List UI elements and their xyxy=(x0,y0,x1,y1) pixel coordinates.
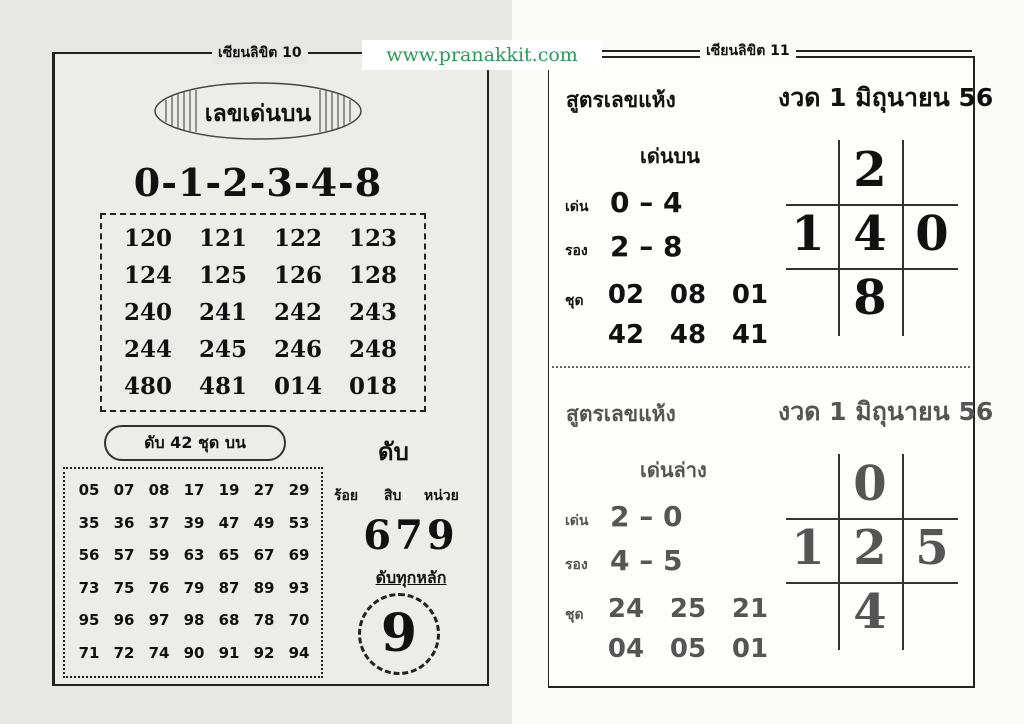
three-digit-set: 245 xyxy=(198,336,247,363)
three-digit-set: 124 xyxy=(123,262,172,289)
two-digit-set: 76 xyxy=(148,578,170,597)
two-digit-set: 37 xyxy=(148,513,170,532)
grid-digit-bottom: 4 xyxy=(853,584,887,640)
hot-numbers-banner xyxy=(152,80,364,142)
hot-value: 0 – 4 xyxy=(610,186,683,219)
two-digit-set: 75 xyxy=(113,578,135,597)
section-subtitle: เด่นล่าง xyxy=(640,458,707,482)
set-number: 01 xyxy=(731,280,769,310)
dab-all-label: ดับทุกหลัก xyxy=(375,568,447,587)
two-digit-set: 87 xyxy=(218,578,240,597)
three-digit-set: 248 xyxy=(348,336,397,363)
set-number: 24 xyxy=(607,594,645,624)
set-number: 02 xyxy=(607,280,645,310)
two-digit-set: 59 xyxy=(148,546,170,564)
dab-all-circle xyxy=(358,593,440,675)
formula-title: สูตรเลขแห้ง xyxy=(566,88,676,112)
three-digit-set: 244 xyxy=(123,336,172,363)
two-digit-set: 56 xyxy=(78,546,100,564)
two-digit-set: 73 xyxy=(78,578,100,597)
two-digit-set: 63 xyxy=(183,546,205,564)
dab-heading: ดับ xyxy=(378,438,409,466)
two-digit-set: 65 xyxy=(218,546,240,564)
grid-digit-left: 1 xyxy=(791,206,825,262)
dab-sets-label: ดับ 42 ชุด บน xyxy=(144,433,246,452)
grid-digit-top: 0 xyxy=(853,456,887,512)
two-digit-set: 98 xyxy=(183,611,205,629)
three-digit-set: 480 xyxy=(123,373,172,400)
three-digit-set: 128 xyxy=(348,262,397,289)
two-digit-set: 93 xyxy=(288,578,310,597)
two-digit-set: 74 xyxy=(148,643,170,662)
hundreds-label: ร้อย xyxy=(334,488,359,504)
left-page-label: เซียนลิขิต 10 xyxy=(212,42,308,64)
grid-digit-right: 0 xyxy=(915,206,949,262)
two-digit-set: 92 xyxy=(253,643,275,662)
three-digit-set: 122 xyxy=(273,225,322,252)
three-digit-set: 123 xyxy=(348,225,397,252)
grid-digit-center: 4 xyxy=(853,206,887,262)
set-label: ชุด xyxy=(565,293,584,309)
set-number: 25 xyxy=(669,594,707,624)
two-digit-set: 57 xyxy=(113,546,135,564)
three-digit-set: 241 xyxy=(198,299,247,326)
formula-title: สูตรเลขแห้ง xyxy=(566,402,676,426)
section-divider xyxy=(552,366,970,368)
hot-value: 2 – 0 xyxy=(610,500,683,533)
three-digit-set: 120 xyxy=(123,225,172,252)
set-number: 04 xyxy=(607,634,645,664)
two-digit-set: 49 xyxy=(253,513,275,532)
set-label: ชุด xyxy=(565,607,584,623)
watermark: www.pranakkit.com xyxy=(362,40,602,70)
two-digit-set: 39 xyxy=(183,513,205,532)
draw-date: งวด 1 มิถุนายน 56 xyxy=(778,83,994,112)
set-number: 08 xyxy=(669,280,707,310)
three-digit-set: 242 xyxy=(273,299,322,326)
two-digit-set: 36 xyxy=(113,513,135,532)
two-digit-set: 07 xyxy=(113,481,135,499)
two-digit-set: 35 xyxy=(78,513,100,532)
three-digit-sets-box xyxy=(100,213,426,412)
set-number: 42 xyxy=(607,320,645,350)
tens-label: สิบ xyxy=(384,488,402,504)
dab-number: 679 xyxy=(363,512,459,559)
section-subtitle: เด่นบน xyxy=(640,144,700,168)
three-digit-set: 121 xyxy=(198,225,247,252)
two-digit-set: 47 xyxy=(218,513,240,532)
two-digit-set: 71 xyxy=(78,643,100,662)
two-digit-set: 17 xyxy=(183,481,205,499)
grid-digit-right: 5 xyxy=(915,520,949,576)
set-number: 01 xyxy=(731,634,769,664)
two-digit-sets-box xyxy=(63,467,323,678)
two-digit-set: 95 xyxy=(78,611,100,629)
hot-digits: 0-1-2-3-4-8 xyxy=(133,160,383,205)
two-digit-set: 96 xyxy=(113,611,135,629)
three-digit-set: 125 xyxy=(198,262,247,289)
second-value: 2 – 8 xyxy=(610,230,683,263)
set-number: 48 xyxy=(669,320,707,350)
two-digit-set: 19 xyxy=(218,481,240,499)
units-label: หน่วย xyxy=(424,488,459,504)
grid-digit-center: 2 xyxy=(853,520,887,576)
three-digit-set: 246 xyxy=(273,336,322,363)
dab-all-digit: 9 xyxy=(380,603,418,664)
two-digit-set: 90 xyxy=(183,643,205,662)
three-digit-set: 240 xyxy=(123,299,172,326)
two-digit-set: 94 xyxy=(288,643,310,662)
two-digit-set: 53 xyxy=(288,513,310,532)
two-digit-set: 72 xyxy=(113,643,135,662)
hot-label: เด่น xyxy=(565,513,589,529)
two-digit-set: 91 xyxy=(218,643,240,662)
second-label: รอง xyxy=(565,557,588,573)
second-label: รอง xyxy=(565,243,588,259)
two-digit-set: 89 xyxy=(253,578,275,597)
second-value: 4 – 5 xyxy=(610,544,683,577)
three-digit-set: 014 xyxy=(273,373,322,400)
two-digit-set: 27 xyxy=(253,481,275,499)
two-digit-set: 97 xyxy=(148,611,170,629)
set-number: 21 xyxy=(731,594,769,624)
two-digit-set: 69 xyxy=(288,546,310,564)
three-digit-set: 481 xyxy=(198,373,247,400)
hot-numbers-title: เลขเด่นบน xyxy=(204,101,312,127)
three-digit-set: 243 xyxy=(348,299,397,326)
two-digit-set: 79 xyxy=(183,578,205,597)
grid-digit-left: 1 xyxy=(791,520,825,576)
grid-digit-bottom: 8 xyxy=(853,270,887,326)
two-digit-set: 68 xyxy=(218,611,240,629)
dab-sets-pill xyxy=(104,425,286,461)
two-digit-set: 08 xyxy=(148,481,170,499)
draw-date: งวด 1 มิถุนายน 56 xyxy=(778,397,994,426)
three-digit-set: 018 xyxy=(348,373,397,400)
two-digit-set: 67 xyxy=(253,546,275,564)
two-digit-set: 05 xyxy=(78,481,100,499)
right-page-label: เซียนลิขิต 11 xyxy=(700,40,796,62)
set-number: 05 xyxy=(669,634,707,664)
two-digit-set: 70 xyxy=(288,611,310,629)
three-digit-set: 126 xyxy=(273,262,322,289)
grid-digit-top: 2 xyxy=(853,142,887,198)
hot-label: เด่น xyxy=(565,199,589,215)
two-digit-set: 29 xyxy=(288,481,310,499)
set-number: 41 xyxy=(731,320,769,350)
two-digit-set: 78 xyxy=(253,611,275,629)
